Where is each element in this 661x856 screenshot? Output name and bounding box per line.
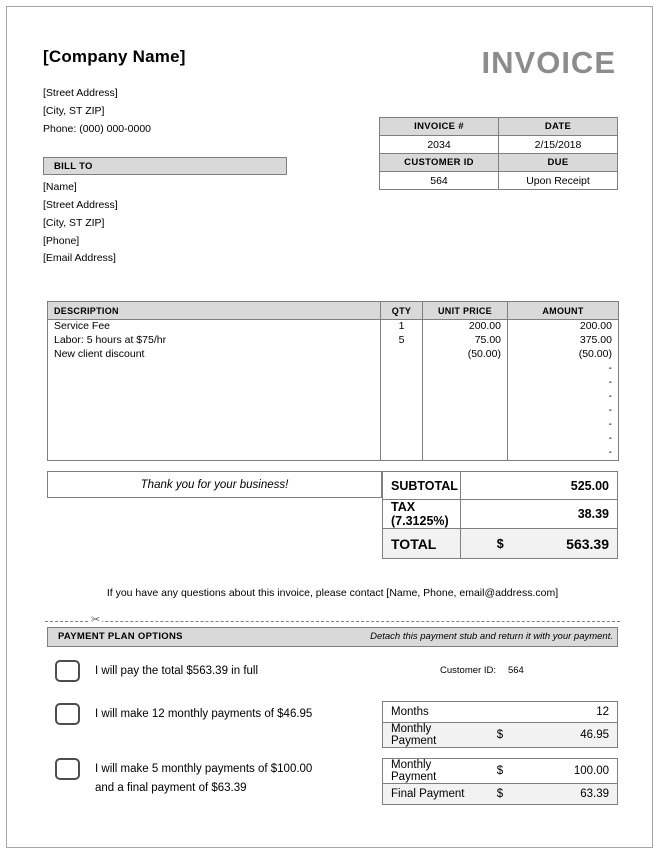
subtotal-row	[383, 472, 618, 500]
bill-to-street-address: [Street Address]	[43, 199, 118, 211]
final-payment-label: Final Payment	[383, 784, 474, 805]
company-street-address: [Street Address]	[43, 87, 118, 99]
table-row	[380, 154, 618, 172]
months-value: 12	[527, 702, 618, 723]
line-item-amount: (50.00)	[508, 348, 619, 362]
invoice-number-header: INVOICE #	[380, 118, 499, 136]
monthly-payment-currency-2: $	[473, 759, 527, 784]
line-item-qty	[381, 404, 423, 418]
line-item-amount: -	[508, 390, 619, 404]
payment-option-1-checkbox[interactable]	[55, 660, 80, 682]
table-row	[383, 784, 618, 805]
payment-plan-table-1	[382, 701, 618, 748]
line-item-qty: 1	[381, 320, 423, 335]
invoice-date-value: 2/15/2018	[499, 136, 618, 154]
table-row	[48, 362, 619, 376]
table-row	[48, 390, 619, 404]
payment-option-1-label: I will pay the total $563.39 in full	[95, 665, 259, 677]
line-item-unit-price: 200.00	[423, 320, 508, 335]
line-items-header-row	[48, 302, 619, 320]
column-header-amount: AMOUNT	[508, 302, 619, 320]
line-item-description	[48, 432, 381, 446]
table-row	[383, 702, 618, 723]
line-item-qty	[381, 432, 423, 446]
company-name: [Company Name]	[43, 47, 186, 66]
line-item-amount: 375.00	[508, 334, 619, 348]
stub-customer-id-value: 564	[507, 665, 524, 676]
table-row	[48, 418, 619, 432]
line-item-amount: -	[508, 376, 619, 390]
stub-customer-id	[440, 665, 524, 676]
line-item-description	[48, 390, 381, 404]
payment-option-3-checkbox[interactable]	[55, 758, 80, 780]
line-item-description: Service Fee	[48, 320, 381, 335]
table-row	[48, 404, 619, 418]
monthly-payment-value-2: 100.00	[527, 759, 618, 784]
thank-you-note: Thank you for your business!	[47, 471, 382, 498]
line-item-amount: -	[508, 362, 619, 376]
payment-plan-table-2	[382, 758, 618, 805]
line-item-amount: -	[508, 418, 619, 432]
payment-option-2-checkbox[interactable]	[55, 703, 80, 725]
monthly-payment-label-1: Monthly Payment	[383, 723, 474, 748]
line-item-description	[48, 418, 381, 432]
invoice-info-table	[379, 117, 618, 190]
line-item-qty: 5	[381, 334, 423, 348]
months-label: Months	[383, 702, 474, 723]
detach-stub-note: Detach this payment stub and return it with your payment.	[370, 631, 613, 642]
monthly-payment-currency-1: $	[473, 723, 527, 748]
invoice-date-header: DATE	[499, 118, 618, 136]
line-item-description: Labor: 5 hours at $75/hr	[48, 334, 381, 348]
payment-plan-heading: PAYMENT PLAN OPTIONS	[58, 631, 183, 642]
customer-id-header: CUSTOMER ID	[380, 154, 499, 172]
tax-value: 38.39	[539, 500, 617, 529]
payment-option-3-line1: I will make 5 monthly payments of $100.00	[95, 763, 313, 775]
subtotal-label: SUBTOTAL	[383, 472, 461, 500]
line-item-unit-price	[423, 432, 508, 446]
line-item-qty	[381, 418, 423, 432]
payment-option-2-label: I will make 12 monthly payments of $46.95	[95, 708, 313, 720]
final-payment-value: 63.39	[527, 784, 618, 805]
line-item-description: New client discount	[48, 348, 381, 362]
total-value: 563.39	[539, 529, 617, 559]
line-item-description	[48, 446, 381, 461]
line-item-description	[48, 404, 381, 418]
table-row	[380, 172, 618, 190]
line-item-qty	[381, 362, 423, 376]
customer-id-value: 564	[380, 172, 499, 190]
line-item-qty	[381, 376, 423, 390]
line-item-qty	[381, 390, 423, 404]
line-item-amount: -	[508, 404, 619, 418]
table-row	[48, 432, 619, 446]
line-item-unit-price	[423, 362, 508, 376]
column-header-description: DESCRIPTION	[48, 302, 381, 320]
line-items-table	[47, 301, 619, 461]
company-city-state-zip: [City, ST ZIP]	[43, 105, 105, 117]
line-item-qty	[381, 348, 423, 362]
table-row	[383, 723, 618, 748]
final-payment-currency: $	[473, 784, 527, 805]
line-item-description	[48, 376, 381, 390]
bill-to-heading: BILL TO	[43, 157, 287, 175]
invoice-page	[6, 6, 653, 848]
tax-label: TAX (7.3125%)	[383, 500, 461, 529]
months-currency	[473, 702, 527, 723]
questions-note: If you have any questions about this invoice, please contact [Name, Phone, email@address.com]	[106, 587, 559, 599]
line-item-unit-price	[423, 418, 508, 432]
line-item-unit-price: 75.00	[423, 334, 508, 348]
stub-customer-id-label: Customer ID:	[440, 665, 496, 676]
column-header-unit-price: UNIT PRICE	[423, 302, 508, 320]
tax-currency	[461, 500, 539, 529]
bill-to-name: [Name]	[43, 181, 77, 193]
table-row	[48, 320, 619, 335]
invoice-number-value: 2034	[380, 136, 499, 154]
table-row	[380, 136, 618, 154]
table-row	[380, 118, 618, 136]
bill-to-phone: [Phone]	[43, 235, 80, 247]
column-header-qty: QTY	[381, 302, 423, 320]
table-row	[383, 759, 618, 784]
table-row	[48, 334, 619, 348]
line-item-amount: -	[508, 432, 619, 446]
line-item-unit-price	[423, 446, 508, 461]
company-phone: Phone: (000) 000-0000	[43, 123, 151, 135]
scissors-icon: ✂	[91, 614, 101, 626]
total-label: TOTAL	[383, 529, 461, 559]
line-item-unit-price	[423, 376, 508, 390]
due-header: DUE	[499, 154, 618, 172]
line-item-unit-price: (50.00)	[423, 348, 508, 362]
bill-to-city-state-zip: [City, ST ZIP]	[43, 217, 105, 229]
table-row	[48, 348, 619, 362]
payment-plan-header	[47, 627, 618, 647]
invoice-title: INVOICE	[481, 45, 616, 80]
tax-row	[383, 500, 618, 529]
bill-to-email: [Email Address]	[43, 252, 116, 264]
line-item-unit-price	[423, 404, 508, 418]
cut-line-dashes	[45, 621, 620, 622]
line-item-amount: 200.00	[508, 320, 619, 335]
subtotal-value: 525.00	[539, 472, 617, 500]
table-row	[48, 376, 619, 390]
line-item-description	[48, 362, 381, 376]
payment-option-3-label	[95, 760, 312, 798]
totals-table	[382, 471, 618, 559]
line-item-qty	[381, 446, 423, 461]
subtotal-currency	[461, 472, 539, 500]
monthly-payment-value-1: 46.95	[527, 723, 618, 748]
line-item-unit-price	[423, 390, 508, 404]
total-row	[383, 529, 618, 559]
total-currency: $	[461, 529, 539, 559]
monthly-payment-label-2: Monthly Payment	[383, 759, 474, 784]
payment-option-3-line2: and a final payment of $63.39	[95, 782, 247, 794]
due-value: Upon Receipt	[499, 172, 618, 190]
line-item-amount: -	[508, 446, 619, 461]
table-row	[48, 446, 619, 461]
